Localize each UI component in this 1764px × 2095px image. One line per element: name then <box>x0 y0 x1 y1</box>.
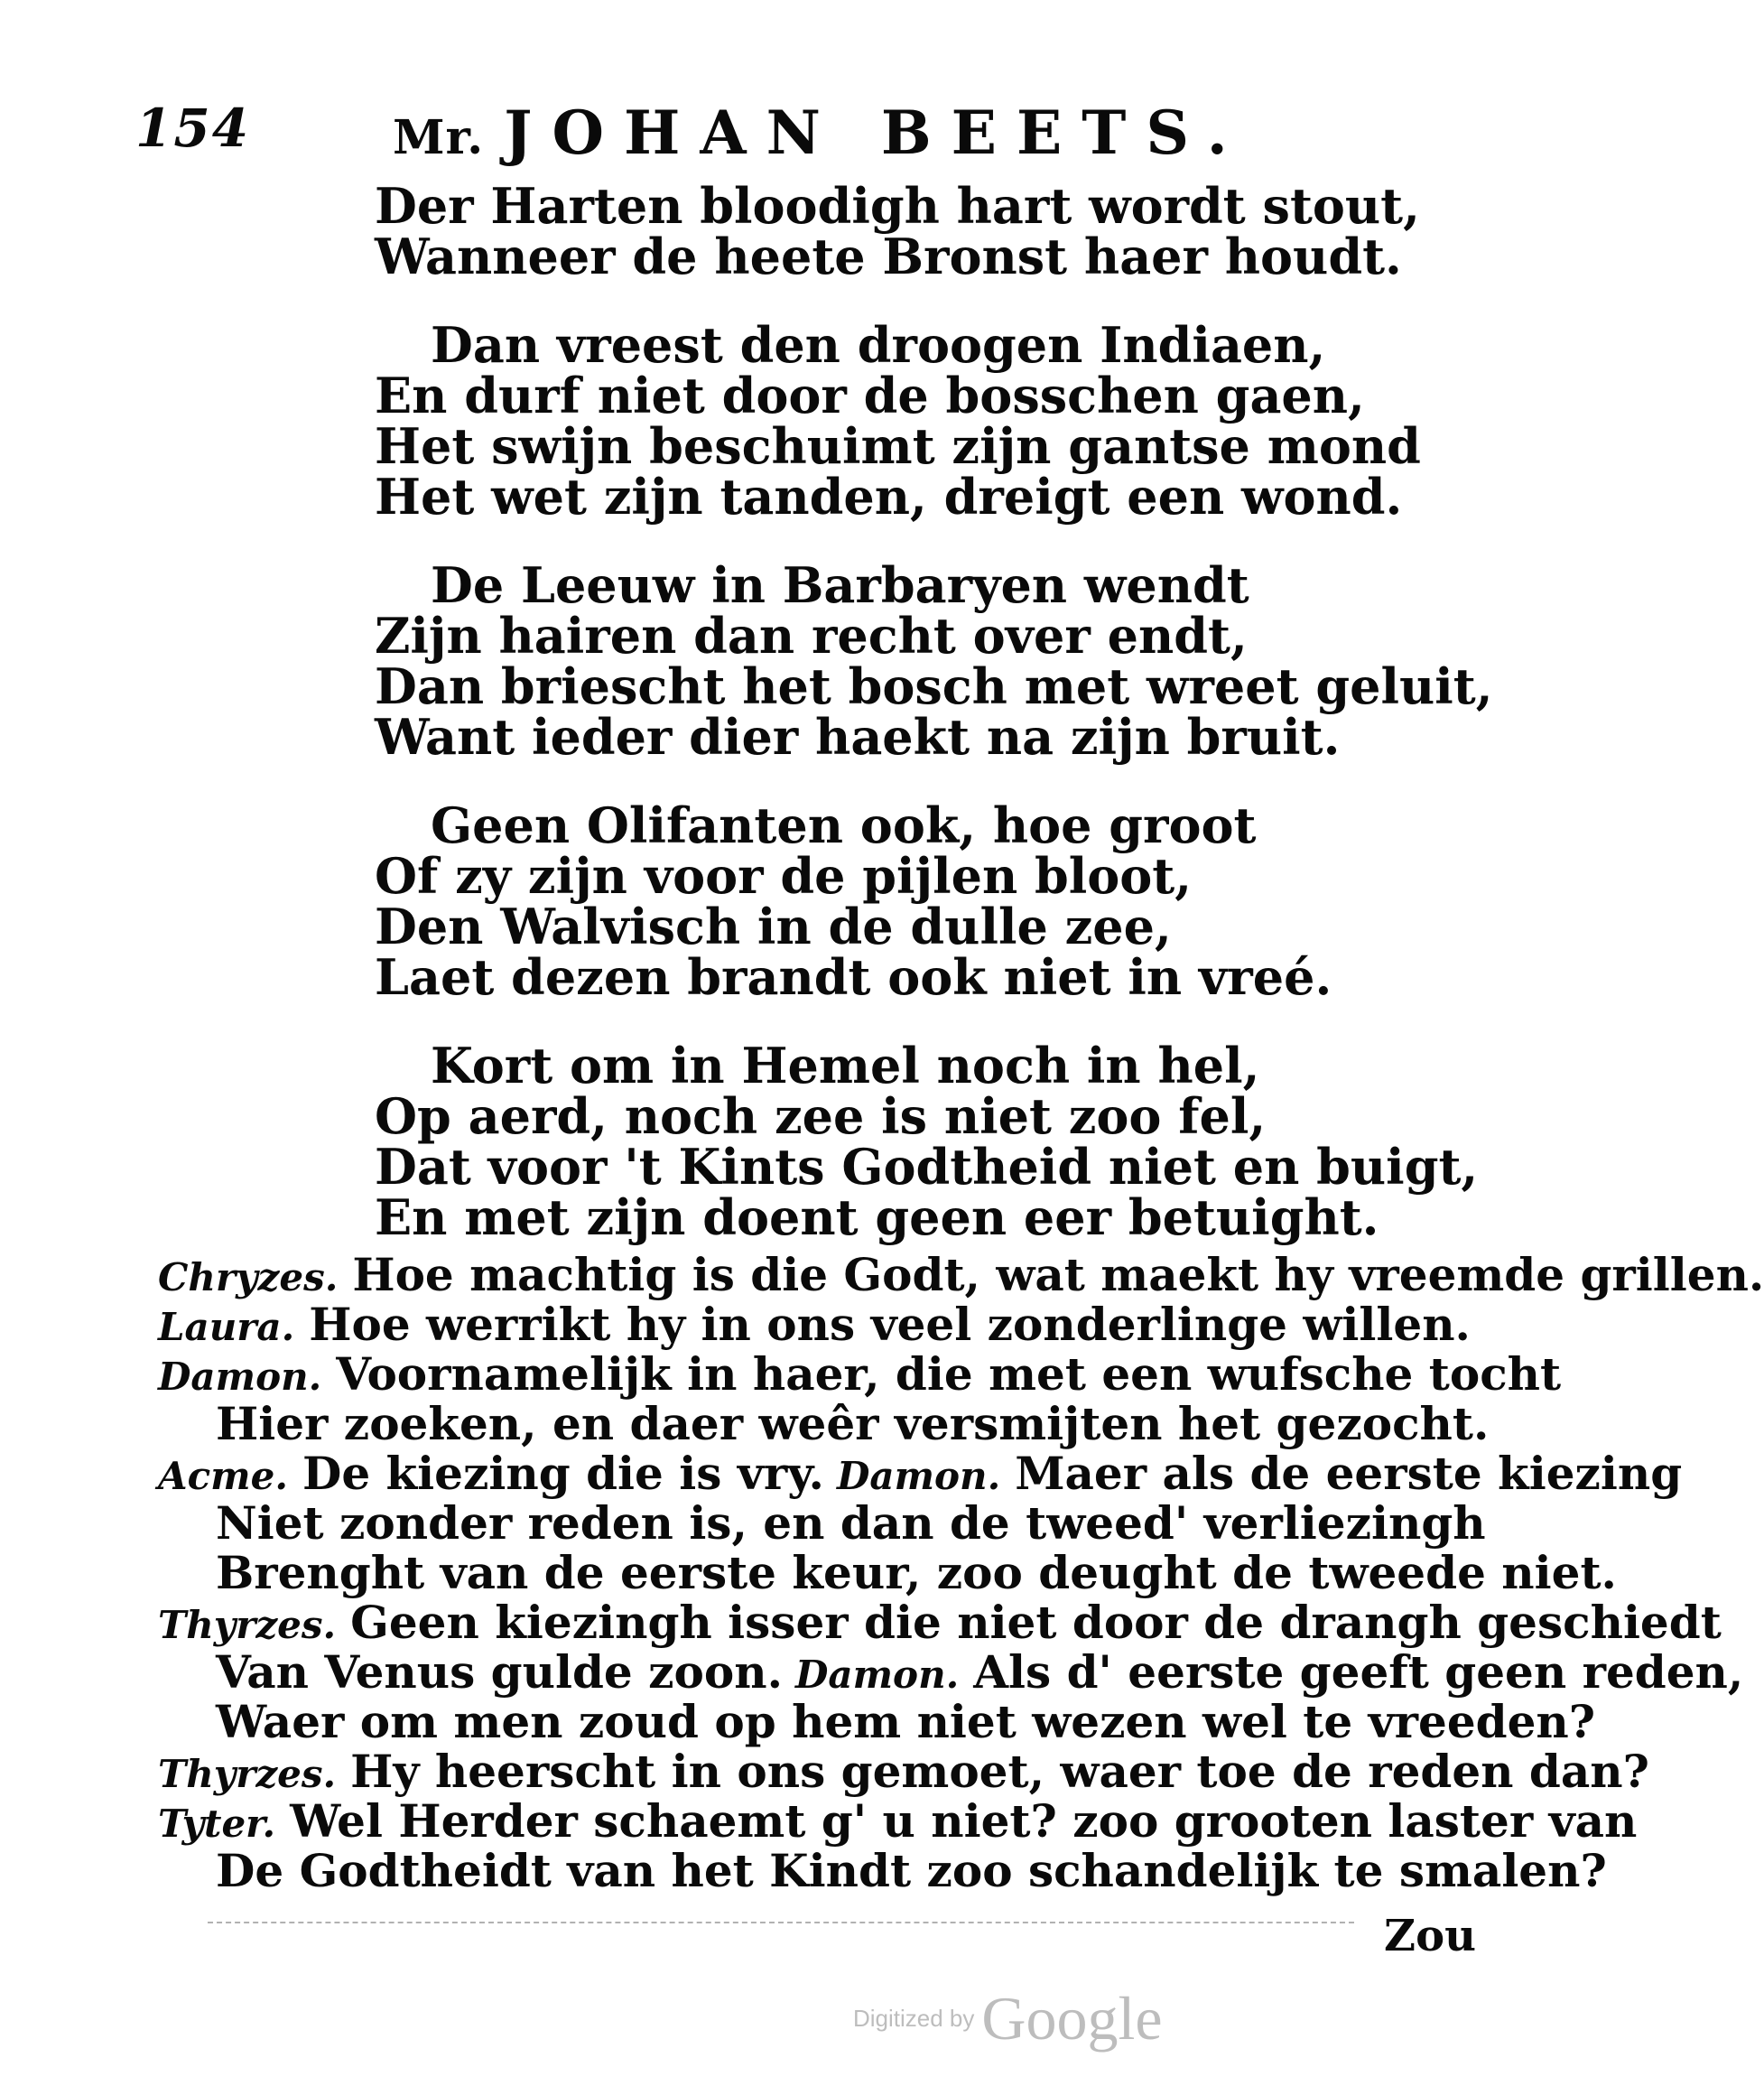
dialogue-line <box>158 1546 1617 1599</box>
verse-line: Den Walvisch in de dulle zee, <box>375 898 1172 955</box>
speaker-name: Laura. <box>158 1305 295 1349</box>
dialogue-text: Hy heerscht in ons gemoet, waer toe de reden dan? <box>350 1745 1649 1798</box>
stanza <box>375 1037 1479 1246</box>
bottom-rule-divider <box>208 1922 1354 1923</box>
dialogue-line <box>158 1298 1471 1351</box>
dialogue-line <box>158 1745 1649 1798</box>
speaker-name: Damon. <box>794 1653 960 1697</box>
dialogue-line <box>158 1397 1490 1450</box>
dialogue <box>158 1248 1764 1897</box>
watermark-brand: Google <box>981 1984 1163 2053</box>
stanza <box>375 316 1421 526</box>
dialogue-text: Als d' eerste geeft geen reden, <box>973 1645 1744 1699</box>
dialogue-text: Niet zonder reden is, en dan de tweed' verliezingh <box>216 1496 1486 1550</box>
running-head-prefix: Mr. <box>393 110 485 165</box>
verse-line: De Leeuw in Barbaryen wendt <box>431 556 1249 614</box>
verse-line: Kort om in Hemel noch in hel, <box>431 1037 1260 1094</box>
verse-line: Het wet zijn tanden, dreigt een wond. <box>375 468 1403 526</box>
digitization-watermark <box>853 1983 1163 2054</box>
dialogue-text: Brenght van de eerste keur, zoo deught de tweede niet. <box>216 1546 1617 1599</box>
dialogue-text: Maer als de eerste kiezing <box>1015 1447 1683 1500</box>
verse-line: Dan vreest den droogen Indiaen, <box>431 316 1326 374</box>
stanza <box>375 177 1420 285</box>
dialogue-line <box>158 1347 1562 1401</box>
dialogue-text: Hoe werrikt hy in ons veel zonderlinge willen. <box>309 1298 1471 1351</box>
dialogue-line <box>158 1596 1722 1649</box>
speaker-name: Damon. <box>836 1454 1001 1498</box>
verse-line: En durf niet door de bosschen gaen, <box>375 367 1365 424</box>
verse-line: En met zijn doent geen eer betuight. <box>375 1188 1379 1246</box>
dialogue-text: De kiezing die is vry. <box>302 1447 824 1500</box>
catchword: Zou <box>1384 1911 1476 1961</box>
verse-line: Op aerd, noch zee is niet zoo fel, <box>375 1087 1267 1145</box>
speaker-name: Chryzes. <box>158 1255 339 1299</box>
page-header <box>135 98 1444 179</box>
dialogue-line <box>158 1496 1486 1550</box>
stanza <box>375 556 1493 766</box>
verse-line: Want ieder dier haekt na zijn bruit. <box>375 708 1341 766</box>
dialogue-line <box>158 1695 1596 1748</box>
dialogue-text: Voornamelijk in haer, die met een wufsche tocht <box>336 1347 1562 1401</box>
dialogue-text: Hoe machtig is die Godt, wat maekt hy vreemde grillen. <box>352 1248 1764 1301</box>
verse-line: Der Harten bloodigh hart wordt stout, <box>375 177 1420 235</box>
speaker-name: Tyter. <box>158 1802 276 1846</box>
speaker-name: Acme. <box>158 1454 288 1498</box>
poem <box>375 177 1493 1280</box>
dialogue-line <box>158 1844 1607 1897</box>
dialogue-text: De Godtheidt van het Kindt zoo schandelijk te smalen? <box>216 1844 1607 1897</box>
running-head-name: JOHAN BEETS. <box>504 98 1248 168</box>
dialogue-text: Waer om men zoud op hem niet wezen wel te vreeden? <box>216 1695 1596 1748</box>
verse-line: Zijn hairen dan recht over endt, <box>375 607 1248 665</box>
dialogue-line <box>158 1645 1744 1699</box>
dialogue-line <box>158 1794 1638 1848</box>
speaker-name: Damon. <box>158 1355 322 1399</box>
dialogue-text: Geen kiezingh isser die niet door de drangh geschiedt <box>350 1596 1722 1649</box>
page-number: 154 <box>135 98 251 159</box>
verse-line: Of zy zijn voor de pijlen bloot, <box>375 847 1193 905</box>
dialogue-line <box>158 1447 1683 1500</box>
dialogue-text: Wel Herder schaemt g' u niet? zoo grooten laster van <box>290 1794 1638 1848</box>
dialogue-text: Hier zoeken, en daer weêr versmijten het gezocht. <box>216 1397 1490 1450</box>
verse-line: Dan briescht het bosch met wreet geluit, <box>375 657 1493 715</box>
watermark-text: Digitized by <box>853 2005 975 2032</box>
verse-line: Dat voor 't Kints Godtheid niet en buigt, <box>375 1138 1479 1196</box>
stanza <box>375 796 1332 1006</box>
running-head <box>393 98 1248 168</box>
verse-line: Laet dezen brandt ook niet in vreé. <box>375 948 1332 1006</box>
verse-line: Wanneer de heete Bronst haer houdt. <box>375 228 1402 285</box>
dialogue-line <box>158 1248 1764 1301</box>
speaker-name: Thyrzes. <box>158 1752 337 1796</box>
speaker-name: Thyrzes. <box>158 1603 337 1647</box>
verse-line: Het swijn beschuimt zijn gantse mond <box>375 417 1421 475</box>
verse-line: Geen Olifanten ook, hoe groot <box>431 796 1257 854</box>
dialogue-text: Van Venus gulde zoon. <box>216 1645 783 1699</box>
